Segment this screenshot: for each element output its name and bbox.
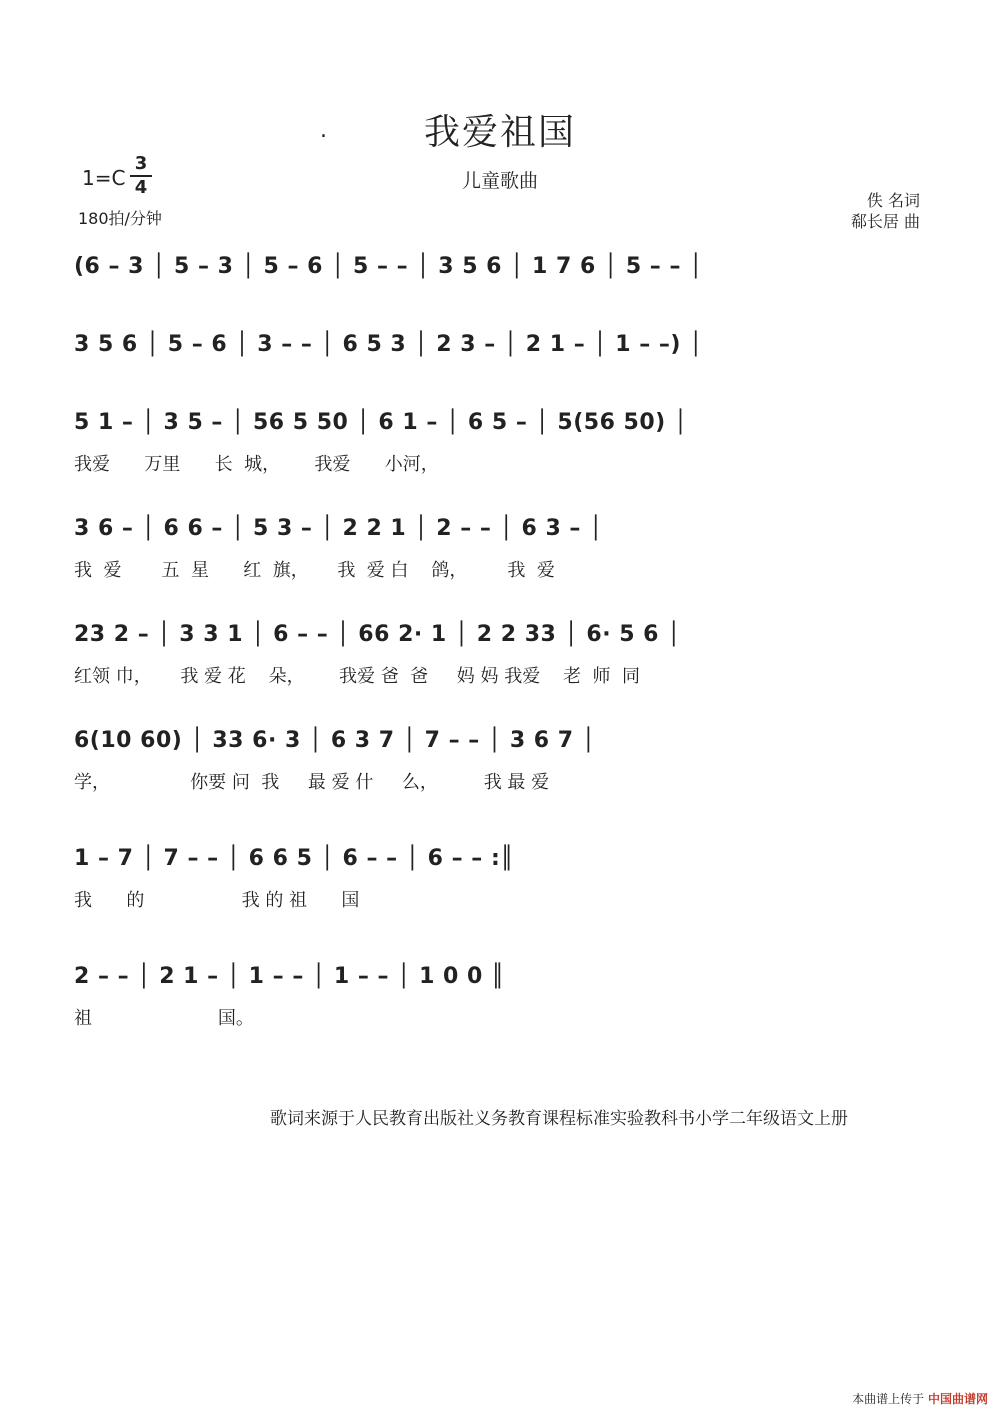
time-sig-bottom: 4 xyxy=(134,177,148,198)
system-7-lyrics: 我 的 我 的 祖 国 xyxy=(74,890,360,911)
key-signature: 1=C xyxy=(82,166,126,190)
system-4-lyrics: 我 爱 五 星 红 旗， 我 爱 白 鸽， 我 爱 xyxy=(74,560,555,581)
footer xyxy=(852,1390,988,1407)
song-subtitle: 儿童歌曲 xyxy=(461,170,538,192)
lyricist: 佚 名词 xyxy=(866,191,920,210)
system-1-notes: (6 – 3 │ 5 – 3 │ 5 – 6 │ 5 – – │ 3 5 6 │ 1 7 6 │ 5 – – │ xyxy=(74,254,703,279)
footer-brand[interactable]: 中国曲谱网 xyxy=(927,1392,988,1406)
system-6-lyrics: 学， 你要 问 我 最 爱 什 么， 我 最 爱 xyxy=(74,772,550,793)
system-2-notes: 3 5 6 │ 5 – 6 │ 3 – – │ 6 5 3 │ 2 3 – │ 2 1 – │ 1 – –) │ xyxy=(74,332,703,357)
system-7-notes: 1 – 7 │ 7 – – │ 6 6 5 │ 6 – – │ 6 – – :║ xyxy=(74,846,515,871)
system-5-lyrics: 红领 巾， 我 爱 花 朵， 我爱 爸 爸 妈 妈 我爱 老 师 同 xyxy=(74,666,640,687)
system-8-notes: 2 – – │ 2 1 – │ 1 – – │ 1 – – │ 1 0 0 ║ xyxy=(74,964,505,989)
tempo: 180拍/分钟 xyxy=(78,209,162,228)
system-6-notes: 6(10 60) │ 33 6· 3 │ 6 3 7 │ 7 – – │ 3 6 7 │ xyxy=(74,728,596,753)
system-5-notes: 23 2 – │ 3 3 1 │ 6 – – │ 66 2· 1 │ 2 2 33 │ 6· 5 6 │ xyxy=(74,622,681,647)
footer-text: 本曲谱上传于 xyxy=(852,1392,925,1406)
composer: 郗长居 曲 xyxy=(850,212,920,231)
system-4-notes: 3 6 – │ 6 6 – │ 5 3 – │ 2 2 1 │ 2 – – │ 6 3 – │ xyxy=(74,516,603,541)
source-note: 歌词来源于人民教育出版社义务教育课程标准实验教科书小学二年级语文上册 xyxy=(270,1109,848,1129)
time-sig-top: 3 xyxy=(134,153,148,174)
song-title: 我爱祖国 xyxy=(423,112,576,153)
time-signature xyxy=(130,154,152,198)
title-dot: . xyxy=(320,118,327,143)
system-3-lyrics: 我爱 万里 长 城， 我爱 小河， xyxy=(74,454,439,475)
system-3-notes: 5 1 – │ 3 5 – │ 56 5 50 │ 6 1 – │ 6 5 – │ 5(56 50) │ xyxy=(74,410,688,435)
system-8-lyrics: 祖 国。 xyxy=(74,1008,254,1029)
